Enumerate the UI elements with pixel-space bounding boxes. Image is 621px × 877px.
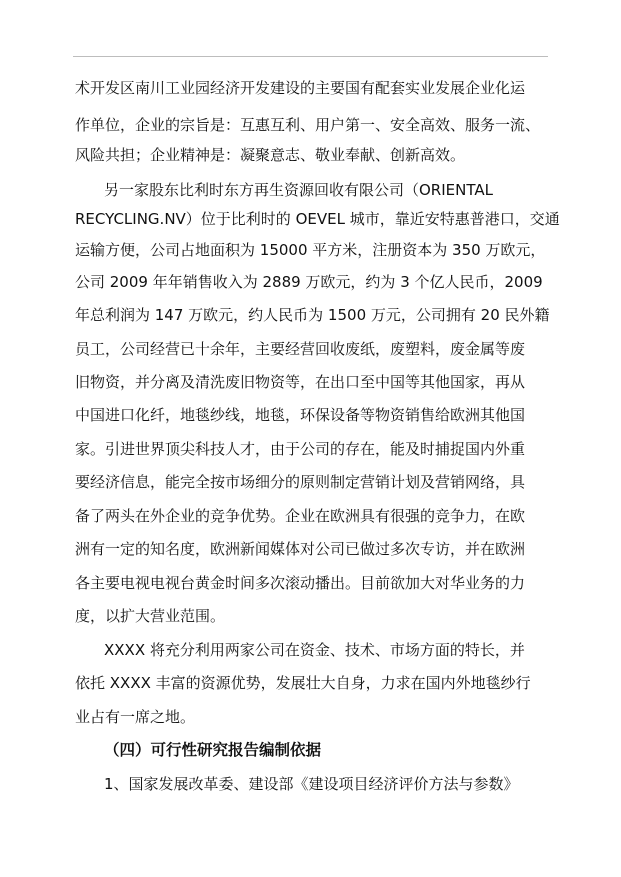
- oriental-line-4: 公司 2009 年年销售收入为 2889 万欧元，约为 3 个亿人民币，2009: [75, 273, 543, 291]
- oriental-line-6: 员工，公司经营已十余年，主要经营回收废纸，废塑料，废金属等废: [75, 340, 526, 358]
- basis-item-1: 1、国家发展改革委、建设部《建设项目经济评价方法与参数》: [104, 775, 519, 793]
- oriental-line-2: RECYCLING.NV）位于比利时的 OEVEL 城市，靠近安特惠普港口，交通: [75, 210, 560, 228]
- oriental-line-13: 各主要电视电视台黄金时间多次滚动播出。目前欲加大对华业务的力: [75, 574, 526, 592]
- xxxx-line-1: XXXX 将充分利用两家公司在资金、技术、市场方面的特长，并: [104, 641, 525, 659]
- oriental-line-7: 旧物资，并分离及清洗废旧物资等，在出口至中国等其他国家，再从: [75, 373, 526, 391]
- oriental-line-5: 年总利润为 147 万欧元，约人民币为 1500 万元，公司拥有 20 民外籍: [75, 306, 550, 324]
- xxxx-line-2: 依托 XXXX 丰富的资源优势，发展壮大自身，力求在国内外地毯纱行: [75, 674, 531, 692]
- oriental-line-10: 要经济信息，能完全按市场细分的原则制定营销计划及营销网络，具: [75, 473, 526, 491]
- oriental-line-12: 洲有一定的知名度，欧洲新闻媒体对公司已做过多次专访，并在欧洲: [75, 540, 526, 558]
- section-heading: （四）可行性研究报告编制依据: [104, 741, 322, 759]
- intro-line-1: 术开发区南川工业园经济开发建设的主要国有配套实业发展企业化运: [75, 79, 526, 97]
- xxxx-line-3: 业占有一席之地。: [75, 708, 196, 726]
- header-rule: [73, 56, 548, 57]
- oriental-line-1: 另一家股东比利时东方再生资源回收有限公司（ORIENTAL: [104, 181, 493, 199]
- oriental-line-9: 家。引进世界顶尖科技人才，由于公司的存在，能及时捕捉国内外重: [75, 440, 526, 458]
- intro-line-2: 作单位，企业的宗旨是：互惠互利、用户第一、安全高效、服务一流、: [75, 116, 541, 134]
- oriental-line-11: 备了两头在外企业的竞争优势。企业在欧洲具有很强的竞争力，在欧: [75, 507, 526, 525]
- intro-line-3: 风险共担；企业精神是：凝聚意志、敬业奉献、创新高效。: [75, 146, 466, 164]
- oriental-line-8: 中国进口化纤，地毯纱线，地毯，环保设备等物资销售给欧洲其他国: [75, 406, 526, 424]
- oriental-line-14: 度，以扩大营业范围。: [75, 607, 226, 625]
- oriental-line-3: 运输方便，公司占地面积为 15000 平方米，注册资本为 350 万欧元，: [75, 241, 546, 259]
